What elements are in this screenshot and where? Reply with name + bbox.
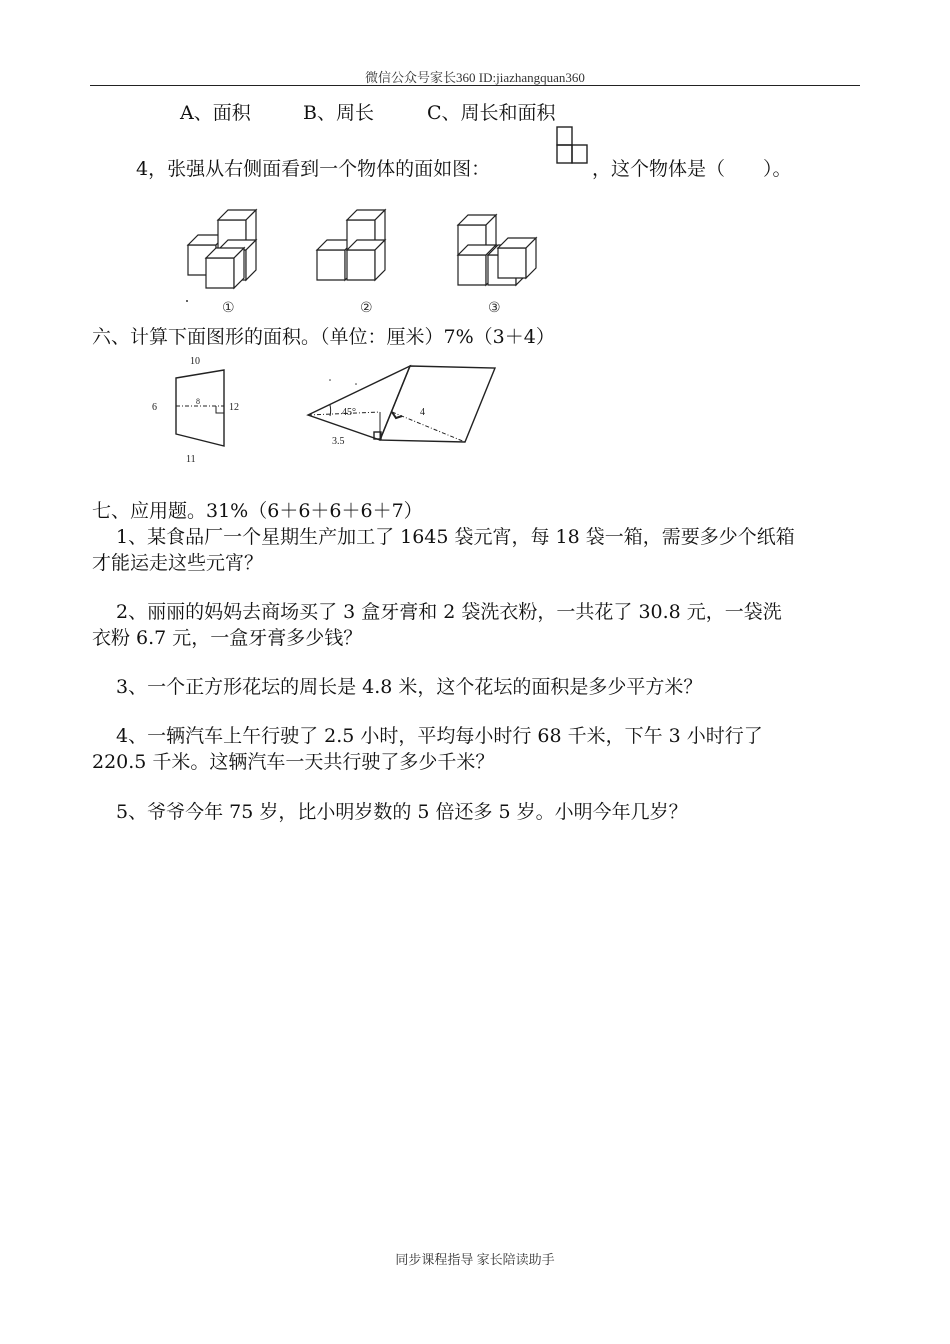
page-header: 微信公众号家长360 ID:jiazhangquan360 [365,70,585,85]
problem-1-line-2: 才能运走这些元宵？ [92,552,264,574]
problem-3: 3、一个正方形花坛的周长是 4.8 米，这个花坛的面积是多少平方米？ [116,676,703,698]
cube-figure-2 [317,210,385,288]
trapezoid-figure [148,350,258,470]
problem-4-line-1: 4、一辆汽车上午行驶了 2.5 小时，平均每小时行 68 千米，下午 3 小时行了 [116,725,763,747]
option-b: B、周长 [303,102,374,124]
section7-title: 七、应用题。31%（6＋6＋6＋6＋7） [92,500,423,522]
trap-mid: 8 [196,397,200,406]
header-divider [90,85,860,86]
cube-figure-1 [188,210,256,288]
trap-right: 12 [229,402,239,413]
base-label: 3.5 [332,436,345,447]
problem-2-line-2: 衣粉 6.7 元，一盒牙膏多少钱？ [92,627,363,649]
figure-label-1: ① [222,300,235,316]
cube-figures [180,200,560,320]
problem-5: 5、爷爷今年 75 岁，比小明岁数的 5 倍还多 5 岁。小明今年几岁？ [116,801,688,823]
trap-bottom: 11 [186,454,196,465]
page-footer: 同步课程指导 家长陪读助手 [395,1252,555,1267]
height-label: 4 [420,407,425,418]
triangle-parallelogram-figure [300,360,510,460]
problem-4-line-2: 220.5 千米。这辆汽车一天共行驶了多少千米？ [92,751,495,773]
option-c: C、周长和面积 [427,102,556,124]
figure-label-3: ③ [488,300,501,316]
figure-label-2: ② [360,300,373,316]
option-a: A、面积 [180,102,251,124]
q4-prefix: 4，张强从右侧面看到一个物体的面如图： [136,158,491,180]
side-view-icon [553,125,593,170]
q4-suffix: ，这个物体是（ ）。 [592,158,792,180]
section6-title: 六、计算下面图形的面积。（单位：厘米）7%（3＋4） [92,326,555,348]
problem-2-line-1: 2、丽丽的妈妈去商场买了 3 盒牙膏和 2 袋洗衣粉，一共花了 30.8 元，一袋洗 [116,601,782,623]
problem-1-line-1: 1、某食品厂一个星期生产加工了 1645 袋元宵，每 18 袋一箱，需要多少个纸箱 [116,526,795,548]
trap-left: 6 [152,402,157,413]
cube-figure-3 [458,215,536,285]
angle-label: 45° [342,407,356,418]
trap-top: 10 [190,356,200,367]
